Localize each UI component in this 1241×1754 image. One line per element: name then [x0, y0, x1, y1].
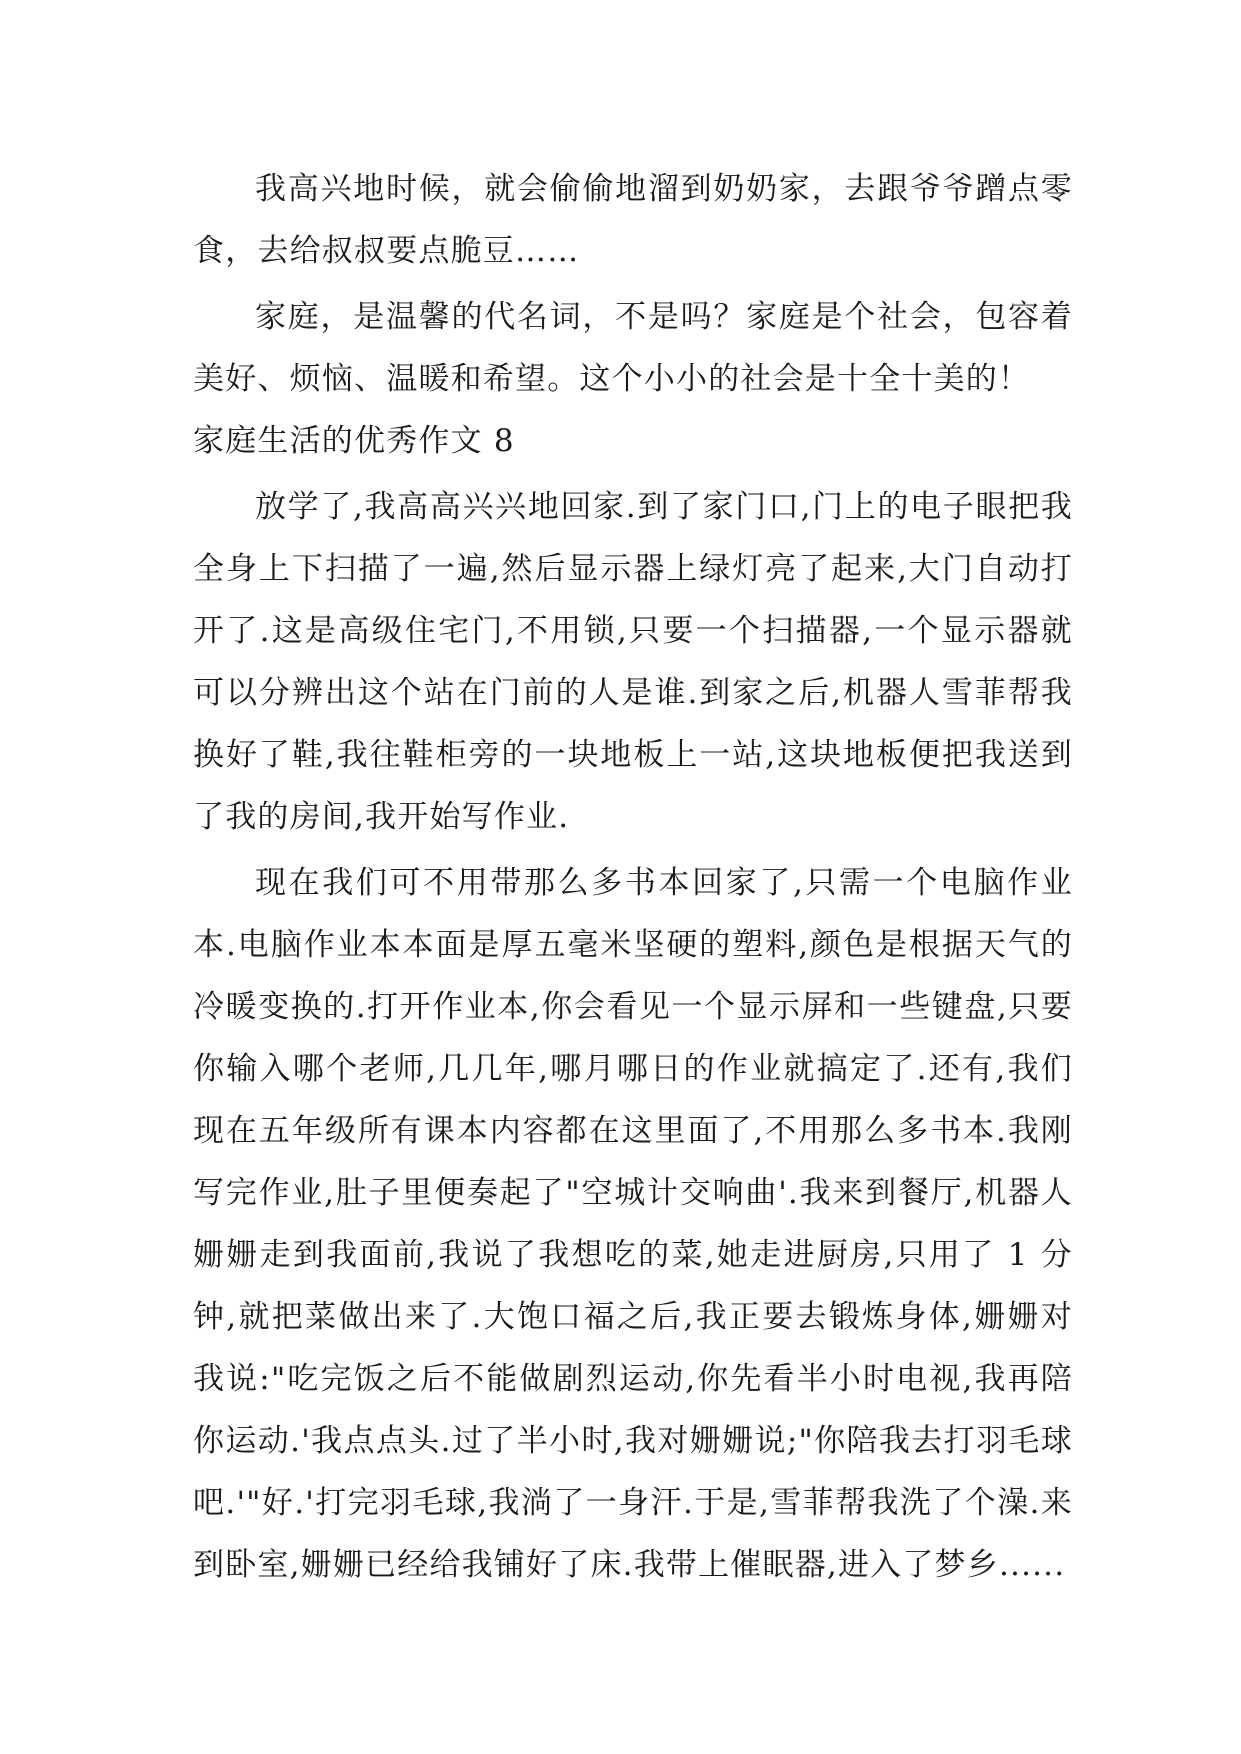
paragraph-computer-homework: 现在我们可不用带那么多书本回家了,只需一个电脑作业本.电脑作业本本面是厚五毫米坚硬的塑料,颜色是根据天气的冷暖变换的.打开作业本,你会看见一个显示屏和一些键盘,只要你输入哪个老师,几几年,哪月哪日的作业就搞定了.还有,我们现在五年级所有课本内容都在这里面了,不用那么多书本.我刚写完作业,肚子里便奏起了"空城计交响曲'.我来到餐厅,机器人姗姗走到我面前,我说了我想吃的菜,她走进厨房,只用了 1 分钟,就把菜做出来了.大饱口福之后,我正要去锻炼身体,姗姗对我说:"吃完饭之后不能做剧烈运动,你先看半小时电视,我再陪你运动.'我点点头.过了半小时,我对姗姗说;"你陪我去打羽毛球吧.'"好.'打完羽毛球,我淌了一身汗.于是,雪菲帮我洗了个澡.来到卧室,姗姗已经给我铺好了床.我带上催眠器,进入了梦乡......: [193, 865, 1073, 1583]
paragraph-grandparents: 我高兴地时候，就会偷偷地溜到奶奶家，去跟爷爷蹭点零食，去给叔叔要点脆豆……: [193, 171, 1073, 269]
document-page: [193, 158, 1073, 1596]
section-heading: 家庭生活的优秀作文 8: [193, 423, 515, 459]
paragraph-coming-home: 放学了,我高高兴兴地回家.到了家门口,门上的电子眼把我全身上下扫描了一遍,然后显示器上绿灯亮了起来,大门自动打开了.这是高级住宅门,不用锁,只要一个扫描器,一个显示器就可以分辨出这个站在门前的人是谁.到家之后,机器人雪菲帮我换好了鞋,我往鞋柜旁的一块地板上一站,这块地板便把我送到了我的房间,我开始写作业.: [193, 489, 1073, 835]
paragraph-family-society: 家庭，是温馨的代名词，不是吗？家庭是个社会，包容着美好、烦恼、温暖和希望。这个小小的社会是十全十美的！: [193, 299, 1073, 397]
